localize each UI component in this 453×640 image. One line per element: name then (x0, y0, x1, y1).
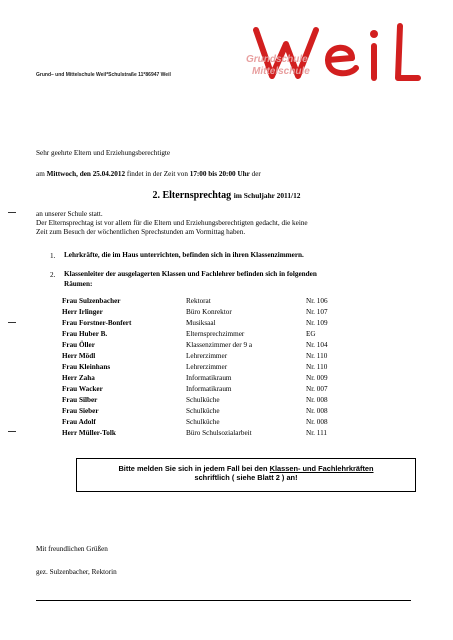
table-row: Frau Kleinhans Lehrerzimmer Nr. 110 (62, 363, 328, 371)
table-row: Frau Sieber Schulküche Nr. 008 (62, 407, 328, 415)
table-row: Frau Sulzenbacher Rektorat Nr. 106 (62, 297, 328, 305)
body-text: an unserer Schule statt. Der Elternsprechtag ist vor allem für die Eltern und Erziehungsberechtigten gedacht, die keine Zeit zum Besuch der wöchentlichen Sprechstunden am Vormittag haben. (36, 210, 308, 236)
school-address: Grund– und Mittelschule Weil*Schulstraße 11*86947 Weil (36, 72, 171, 78)
greeting: Sehr geehrte Eltern und Erziehungsberechtigte (36, 149, 171, 157)
table-row: Herr Irlinger Büro Konrektor Nr. 107 (62, 308, 328, 316)
document-title: 2. Elternsprechtag im Schuljahr 2011/12 (152, 190, 301, 201)
table-row: Frau Huber B. Elternsprechzimmer EG (62, 330, 316, 338)
table-row: Frau Wacker Informatikraum Nr. 007 (62, 385, 328, 393)
item1-text: Lehrkräfte, die im Haus unterrichten, befinden sich in ihren Klassenzimmern. (64, 251, 304, 259)
margin-mark (8, 431, 16, 432)
footer-rule (36, 600, 411, 601)
item2-text: Klassenleiter der ausgelagerten Klassen und Fachlehrer befinden sich in folgenden Räumen: (64, 270, 317, 288)
margin-mark (8, 322, 16, 323)
table-row: Frau Öller Klassenzimmer der 9 a Nr. 104 (62, 341, 328, 349)
intro-line: am Mittwoch, den 25.04.2012 findet in der Zeit von 17:00 bis 20:00 Uhr der (36, 170, 261, 178)
signature: gez. Sulzenbacher, Rektorin (36, 568, 117, 576)
item1-number: 1. (50, 252, 56, 260)
table-row: Frau Forstner-Bonfert Musiksaal Nr. 109 (62, 319, 328, 327)
svg-text:Mittelschule: Mittelschule (252, 66, 310, 77)
notice-box: Bitte melden Sie sich in jedem Fall bei den Klassen- und Fachlehrkräften schriftlich ( siehe Blatt 2 ) an! (76, 458, 416, 492)
svg-text:Grundschule: Grundschule (246, 54, 308, 65)
table-row: Herr Mödl Lehrerzimmer Nr. 110 (62, 352, 328, 360)
school-logo (242, 18, 430, 90)
table-row: Frau Adolf Schulküche Nr. 008 (62, 418, 328, 426)
margin-mark (8, 212, 16, 213)
table-row: Frau Silber Schulküche Nr. 008 (62, 396, 328, 404)
item2-number: 2. (50, 271, 56, 279)
table-row: Herr Müller-Tolk Büro Schulsozialarbeit Nr. 111 (62, 429, 328, 437)
table-row: Herr Zaha Informatikraum Nr. 009 (62, 374, 328, 382)
closing: Mit freundlichen Grüßen (36, 545, 108, 553)
